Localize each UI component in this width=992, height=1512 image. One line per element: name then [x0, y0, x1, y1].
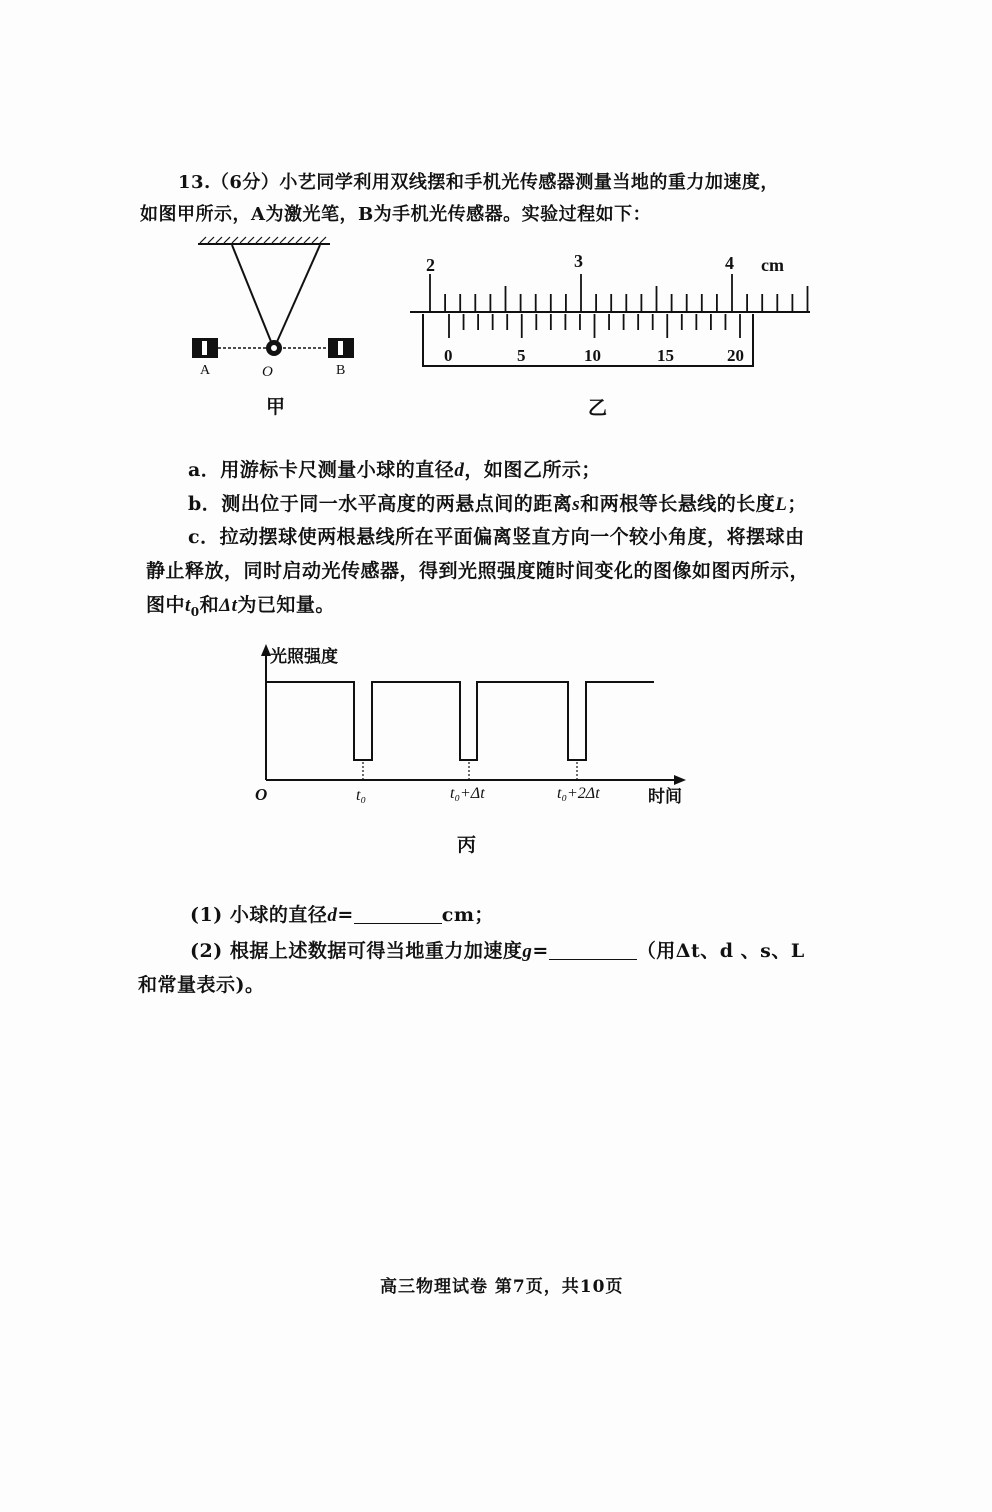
x-axis-label: 时间 — [648, 787, 682, 806]
main-label-3: 3 — [574, 251, 583, 271]
string-right — [276, 245, 320, 344]
caption-bing: 丙 — [457, 834, 477, 856]
tick-label-t0-dt: t₀+Δt — [450, 785, 485, 802]
ceiling-hatch — [200, 237, 326, 243]
origin-label: O — [255, 785, 268, 804]
string-left — [232, 245, 272, 344]
label-a: A — [200, 363, 211, 378]
answer-blank-diameter[interactable] — [354, 905, 442, 924]
caption-jia: 甲 — [266, 396, 286, 418]
main-scale-ticks — [430, 274, 808, 312]
vernier-label-5: 5 — [517, 346, 526, 365]
vernier-label-20: 20 — [727, 346, 744, 365]
main-label-4: 4 — [725, 253, 734, 273]
caption-yi: 乙 — [588, 397, 608, 419]
vernier-scale-ticks — [449, 314, 740, 338]
main-label-2: 2 — [426, 255, 435, 275]
y-axis-label: 光照强度 — [270, 647, 338, 666]
step-b: b．测出位于同一水平高度的两悬点间的距离s和两根等长悬线的长度L； — [188, 493, 807, 515]
tick-label-t0: t₀ — [356, 787, 367, 804]
figure-jia — [180, 232, 380, 412]
light-intensity-waveform — [266, 682, 654, 780]
question-intro: 如图甲所示，A为激光笔，B为手机光传感器。实验过程如下： — [140, 204, 652, 225]
answer-q2: (2) 根据上述数据可得当地重力加速度g= （用Δt、d 、s、L — [190, 940, 805, 962]
step-a: a．用游标卡尺测量小球的直径d，如图乙所示； — [188, 459, 601, 481]
page-footer: 高三物理试卷 第7页，共10页 — [380, 1277, 624, 1297]
label-b: B — [336, 363, 346, 378]
step-c-line1: c．拉动摆球使两根悬线所在平面偏离竖直方向一个较小角度，将摆球由 — [188, 526, 805, 548]
answer-q1: (1) 小球的直径d= cm； — [190, 904, 494, 926]
step-c-line2: 静止释放，同时启动光传感器，得到光照强度随时间变化的图像如图丙所示， — [146, 560, 810, 582]
figure-bing — [250, 640, 710, 820]
answer-q2-line2: 和常量表示)。 — [138, 974, 265, 996]
answer-blank-gravity[interactable] — [549, 941, 637, 960]
step-c-line3: 图中$t_0$和Δt为已知量。 — [146, 594, 335, 619]
vernier-label-10: 10 — [584, 346, 601, 365]
vernier-label-15: 15 — [657, 346, 674, 365]
label-o: O — [262, 364, 273, 380]
figure-yi — [405, 248, 825, 378]
question-header: 13.（6分）小艺同学利用双线摆和手机光传感器测量当地的重力加速度， — [178, 172, 779, 193]
vernier-label-0: 0 — [444, 346, 453, 365]
unit-label: cm — [761, 255, 784, 275]
tick-label-t0-2dt: t₀+2Δt — [557, 785, 600, 802]
